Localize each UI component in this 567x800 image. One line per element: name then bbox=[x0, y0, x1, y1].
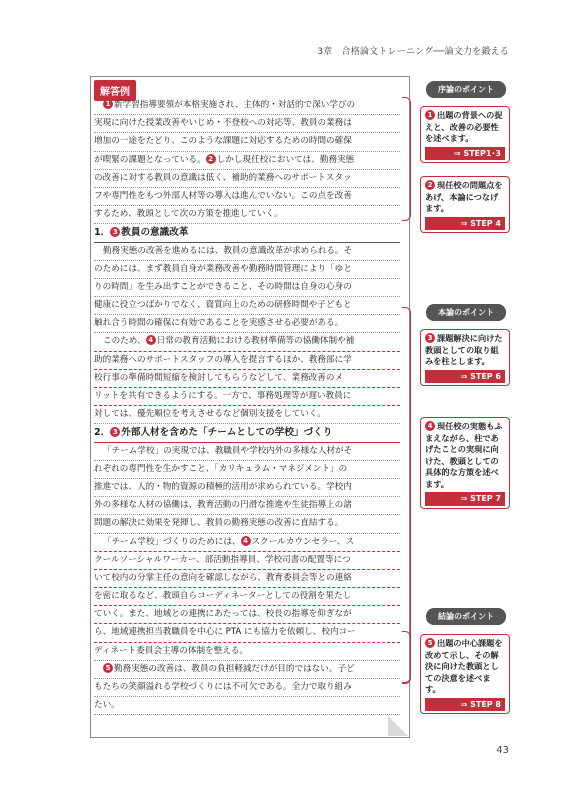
text-line bbox=[94, 606, 400, 624]
note-text: 出題の背景への捉えと、改善の必要性を述べます。 bbox=[425, 110, 503, 143]
text-line bbox=[94, 624, 400, 642]
line-text: のためには、まず教員自身が業務改善や勤務時間管理により「ゆと bbox=[94, 263, 352, 274]
point-note-1 bbox=[420, 106, 510, 163]
line-text: 「チーム学校」の実現では、教職員や学校内外の多様な人材がそ bbox=[103, 445, 353, 456]
text-line bbox=[94, 133, 400, 151]
marker-4-icon: 4 bbox=[425, 421, 435, 431]
marker-5-icon: 5 bbox=[425, 638, 435, 648]
line-text: クールソーシャルワーカー、部活動指導員、学校司書の配置等につ bbox=[94, 554, 351, 565]
text-line bbox=[94, 97, 400, 115]
line-text: 健康に役立つばかりでなく、資質向上のための研修時間や子どもと bbox=[94, 300, 352, 311]
text-line bbox=[94, 115, 400, 133]
line-text: 実現に向けた授業改善やいじめ・不登校への対応等、教員の業務は bbox=[94, 118, 352, 129]
heading-number: 2． bbox=[94, 427, 111, 439]
line-text: れぞれの専門性を生かすこと、「カリキュラム・マネジメント」の bbox=[94, 463, 348, 474]
line-text: ら、地域連携担当教職員を中心に PTA にも協力を依頼し、校内コー bbox=[94, 627, 356, 638]
text-line bbox=[94, 552, 400, 570]
heading-number: 1． bbox=[94, 227, 111, 239]
line-text: が喫緊の課題となっている。 bbox=[94, 154, 206, 165]
line-text: 新学習指導要領が本格実施され、主体的・対話的で深い学びの bbox=[114, 100, 356, 110]
line-text: しかし現任校においては、勤務実態 bbox=[216, 154, 355, 165]
note-text: 現任校の問題点をあげ、本論につなげます。 bbox=[425, 180, 503, 213]
text-line bbox=[94, 370, 400, 388]
text-line bbox=[94, 661, 400, 679]
text-line bbox=[94, 170, 400, 188]
line-text: 推進では、人的・物的資源の積極的活用が求められている。学校内 bbox=[94, 481, 352, 492]
text-line bbox=[94, 333, 400, 351]
text-line bbox=[94, 297, 400, 315]
text-line bbox=[94, 243, 400, 261]
line-text: 外部人材を含めた「チームとしての学校」づくり bbox=[121, 427, 333, 439]
step-link: ⇒ STEP 7 bbox=[425, 492, 505, 506]
marker-5-icon: 5 bbox=[103, 663, 113, 673]
answer-example-label: 解答例 bbox=[94, 80, 136, 101]
text-line bbox=[94, 461, 400, 479]
text-line bbox=[94, 188, 400, 206]
text-line bbox=[94, 679, 400, 697]
text-line bbox=[94, 388, 400, 406]
line-text: 増加の一途をたどり、このような課題に対応するための時間の確保 bbox=[94, 136, 352, 147]
text-line bbox=[94, 479, 400, 497]
marker-1-icon: 1 bbox=[103, 99, 113, 109]
line-text: もたちの笑顔溢れる学校づくりには不可欠である。全力で取り組み bbox=[94, 682, 352, 692]
step-link: ⇒ STEP 8 bbox=[425, 698, 505, 712]
text-line bbox=[94, 497, 400, 515]
text-line bbox=[94, 352, 400, 370]
main-points-label: 本論のポイント bbox=[426, 304, 506, 321]
text-line bbox=[94, 206, 400, 224]
line-text: 助的業務へのサポートスタッフの導入を提言するほか、教務部に学 bbox=[94, 354, 352, 365]
step-link: ⇒ STEP 6 bbox=[425, 370, 505, 384]
note-text: 現任校の実態もふまえながら、柱であげたことの実現に向けた、教頭としての具体的な方策を述べます。 bbox=[425, 421, 503, 489]
point-note-4 bbox=[420, 417, 510, 509]
line-text: 勤務実態の改善を進めるには、教員の意識改革が求められる。そ bbox=[103, 245, 353, 256]
line-text: リットを共有できるようにする。一方で、事務処理等が遅い教員に bbox=[94, 391, 352, 401]
text-line bbox=[94, 570, 400, 588]
text-line bbox=[94, 443, 400, 461]
marker-3-icon: 3 bbox=[425, 333, 435, 343]
main-bracket bbox=[402, 307, 411, 684]
text-line bbox=[94, 279, 400, 297]
point-note-3 bbox=[420, 329, 510, 386]
line-text: 校行事の準備時間短縮を検討してもらうなどして、業務改善のメ bbox=[94, 372, 344, 383]
marker-3-icon: 3 bbox=[110, 427, 120, 437]
line-text: いて校内の分掌主任の意向を確認しながら、教育委員会等との連絡 bbox=[94, 572, 352, 583]
marker-3-icon: 3 bbox=[110, 227, 120, 237]
line-text: 対しては、優先順位を考えさせるなど個別支援をしていく。 bbox=[94, 409, 326, 420]
text-line bbox=[94, 643, 400, 661]
line-text: 日常の教育活動における教材準備等の協働体制や補 bbox=[156, 336, 355, 347]
section-heading bbox=[94, 224, 400, 242]
text-line bbox=[94, 152, 400, 170]
marker-2-icon: 2 bbox=[425, 180, 435, 190]
step-link: ⇒ STEP 4 bbox=[425, 217, 505, 231]
line-text: 外の多様な人材の協働は、教育活動の円滑な推進や生徒指導上の諸 bbox=[94, 500, 352, 511]
line-text: を密に取るなど、教頭自らコーディネーターとしての役割を果たし bbox=[94, 591, 352, 602]
section-heading bbox=[94, 424, 400, 442]
page-number: 43 bbox=[496, 745, 509, 756]
marker-4-icon: 4 bbox=[146, 335, 156, 345]
line-text: りの時間」を生み出すことができること、その時間は自身の心身の bbox=[94, 281, 352, 292]
marker-4-icon: 4 bbox=[241, 536, 251, 546]
text-line bbox=[94, 534, 400, 552]
line-text: スクールカウンセラー、ス bbox=[251, 536, 355, 547]
line-text: このため、 bbox=[103, 336, 146, 347]
line-text: フや専門性をもつ外部人材等の導入は進んでいない。この点を改善 bbox=[94, 190, 352, 201]
conclusion-bracket bbox=[402, 631, 411, 683]
line-text: ていく。また、地域との連携にあたっては、校長の指導を仰ぎなが bbox=[94, 609, 352, 620]
text-line bbox=[94, 315, 400, 333]
note-text: 課題解決に向けた教頭としての取り組みを柱とします。 bbox=[425, 333, 503, 366]
conclusion-points-label: 結論のポイント bbox=[426, 608, 506, 625]
line-text: 教員の意識改革 bbox=[121, 227, 189, 239]
step-link: ⇒ STEP1･3 bbox=[425, 147, 505, 161]
page-fold-corner bbox=[388, 716, 408, 736]
line-text: 問題の解決に効果を発揮し、教員の勤務実態の改善に直結する。 bbox=[94, 518, 344, 529]
intro-points-label: 序論のポイント bbox=[426, 81, 506, 98]
text-line bbox=[94, 588, 400, 606]
line-text: するため、教頭として次の方策を推進していく。 bbox=[94, 209, 283, 220]
text-line bbox=[94, 515, 400, 533]
text-line bbox=[94, 261, 400, 279]
line-text: の改善に対する教員の意識は低く、補助的業務へのサポートスタッ bbox=[94, 172, 352, 183]
text-line bbox=[94, 406, 400, 424]
chapter-header: 3章 合格論文トレーニング──論文力を鍛える bbox=[317, 47, 509, 57]
marker-2-icon: 2 bbox=[206, 154, 216, 164]
note-text: 出題の中心課題を改めて示し、その解決に向けた教頭としての決意を述べます。 bbox=[425, 638, 503, 694]
line-text: ディネート委員会主導の体制を整える。 bbox=[94, 645, 249, 656]
point-note-2 bbox=[420, 176, 510, 233]
line-text: 触れ合う時間の確保に有効であることを実感させる必要がある。 bbox=[94, 318, 344, 329]
answer-body bbox=[94, 97, 400, 715]
marker-1-icon: 1 bbox=[425, 110, 435, 120]
line-text: 勤務実態の改善は、教員の負担軽減だけが目的ではない。子ど bbox=[114, 663, 355, 674]
line-text: たい。 bbox=[94, 700, 120, 711]
line-text: 「チーム学校」づくりのためには、 bbox=[103, 536, 241, 547]
intro-bracket bbox=[402, 97, 411, 221]
point-note-5 bbox=[420, 634, 510, 714]
text-line bbox=[94, 697, 400, 715]
